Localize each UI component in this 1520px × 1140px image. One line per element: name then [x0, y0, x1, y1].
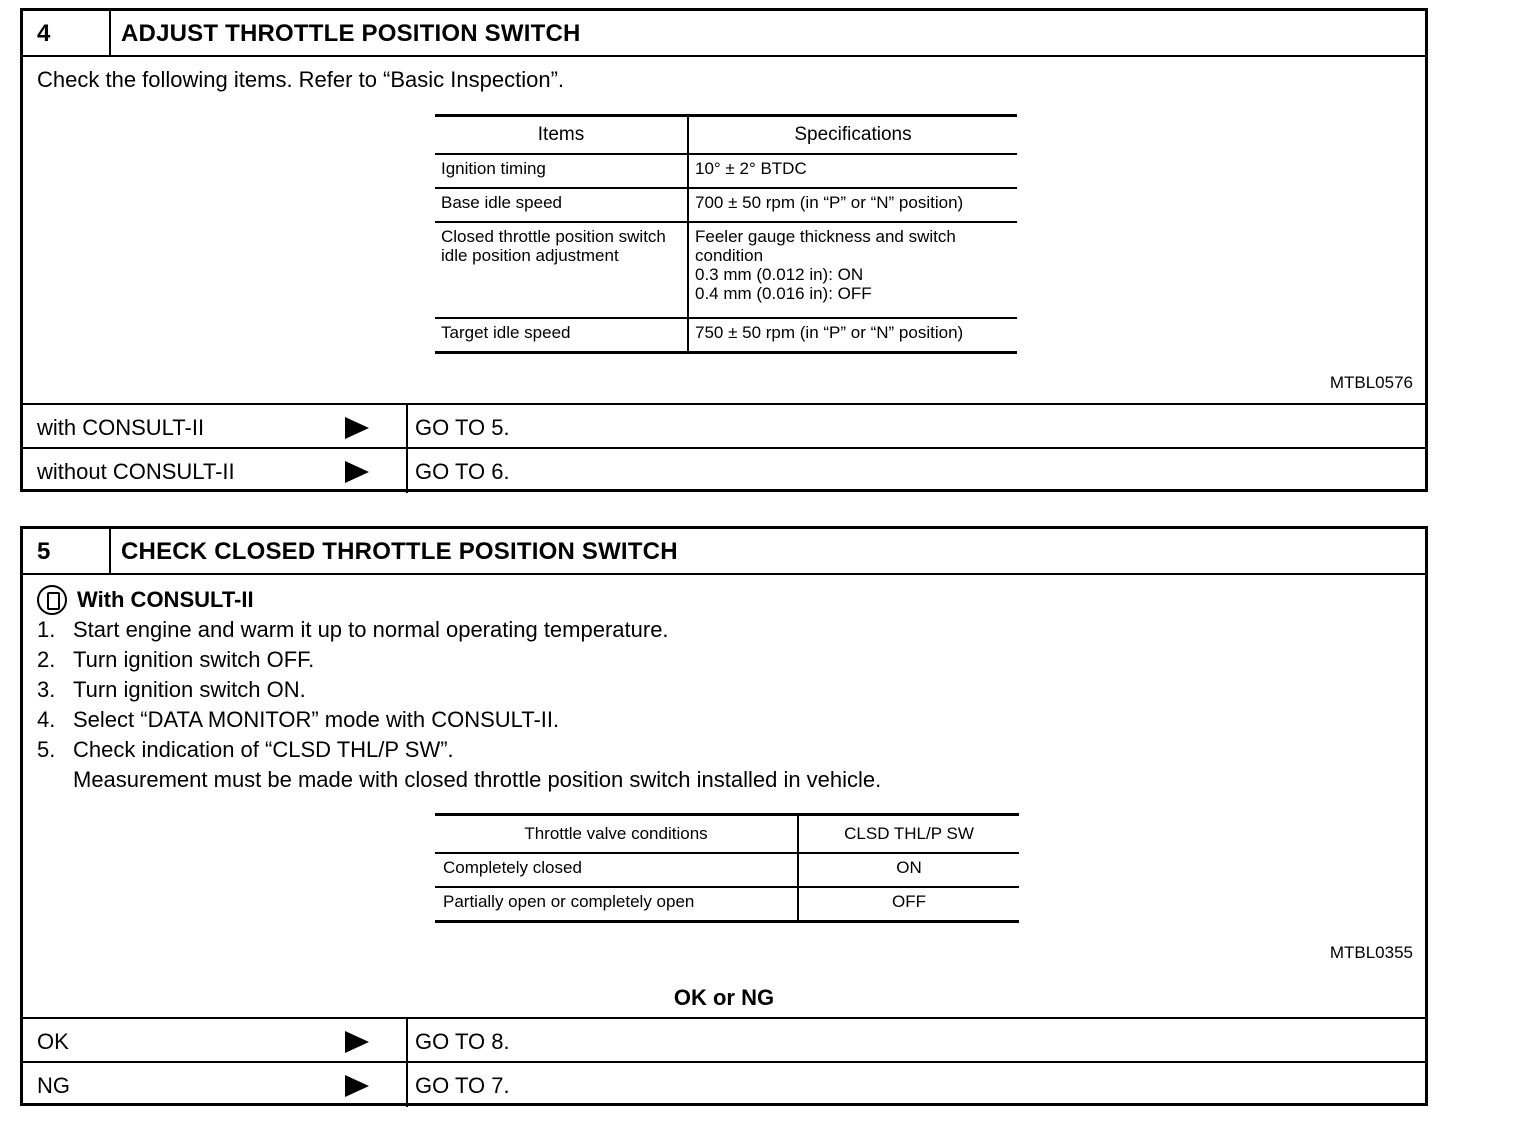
goto-link[interactable]: GO TO 6. [415, 459, 510, 484]
branch-row [23, 447, 1425, 493]
step-intro: Check the following items. Refer to “Basic Inspection”. [37, 67, 565, 92]
list-item [37, 677, 306, 703]
measurement-note: Measurement must be made with closed throttle position switch installed in vehicle. [73, 767, 882, 792]
branch-condition: without CONSULT-II [37, 459, 235, 484]
condition-cell: Completely closed [435, 853, 798, 887]
branch-row [23, 1061, 1425, 1107]
spec-cell: 750 ± 50 rpm (in “P” or “N” position) [695, 323, 964, 342]
list-text: Start engine and warm it up to normal operating temperature. [73, 617, 669, 642]
value-cell: OFF [892, 892, 926, 911]
step-number: 5 [23, 529, 111, 573]
column-divider [406, 1063, 408, 1107]
goto-link[interactable]: GO TO 8. [415, 1029, 510, 1054]
consult-tester-icon [37, 585, 67, 615]
item-cell: Target idle speed [435, 318, 688, 352]
condition-cell: Partially open or completely open [435, 887, 798, 921]
column-divider [406, 405, 408, 449]
list-item [37, 707, 559, 733]
step-title: ADJUST THROTTLE POSITION SWITCH [121, 20, 581, 47]
table-row [435, 853, 1019, 887]
branch-row [23, 1017, 1425, 1063]
step-5-header [23, 529, 1425, 575]
condition-table [435, 813, 1019, 923]
list-number: 4. [37, 707, 56, 732]
column-header-clsd-thl-p-sw: CLSD THL/P SW [844, 824, 974, 843]
spec-cell [688, 222, 1017, 318]
spec-line: 0.4 mm (0.016 in): OFF [695, 284, 872, 303]
arrow-right-icon [345, 461, 369, 483]
arrow-right-icon [345, 1031, 369, 1053]
column-header-specifications: Specifications [794, 124, 912, 145]
list-text: Select “DATA MONITOR” mode with CONSULT-II. [73, 707, 560, 732]
goto-link[interactable]: GO TO 5. [415, 415, 510, 440]
spec-cell: 10° ± 2° BTDC [695, 159, 807, 178]
goto-link[interactable]: GO TO 7. [415, 1073, 510, 1098]
arrow-right-icon [345, 1075, 369, 1097]
branch-condition: NG [37, 1073, 70, 1098]
table-header-row [435, 116, 1017, 155]
list-item [37, 737, 454, 763]
branch-condition: OK [37, 1029, 69, 1054]
branch-condition: with CONSULT-II [37, 415, 205, 440]
spec-cell: 700 ± 50 rpm (in “P” or “N” position) [695, 193, 964, 212]
branch-row [23, 403, 1425, 449]
list-text: Turn ignition switch ON. [73, 677, 306, 702]
table-row [435, 154, 1017, 188]
step-title: CHECK CLOSED THROTTLE POSITION SWITCH [121, 538, 678, 565]
column-header-throttle-conditions: Throttle valve conditions [435, 815, 798, 854]
item-line: idle position adjustment [441, 246, 619, 265]
table-row [435, 887, 1019, 921]
table-row [435, 318, 1017, 352]
list-number: 3. [37, 677, 56, 702]
spec-line: Feeler gauge thickness and switch [695, 227, 956, 246]
list-number: 5. [37, 737, 56, 762]
ok-or-ng-heading: OK or NG [673, 985, 775, 1010]
table-row [435, 222, 1017, 318]
step-number: 4 [23, 11, 111, 55]
list-number: 2. [37, 647, 56, 672]
spec-line: condition [695, 246, 764, 265]
item-cell: Ignition timing [435, 154, 688, 188]
list-text: Check indication of “CLSD THL/P SW”. [73, 737, 454, 762]
table-reference-code: MTBL0355 [1329, 943, 1413, 962]
subheading: With CONSULT-II [77, 587, 254, 612]
table-reference-code: MTBL0576 [1329, 373, 1413, 392]
list-text: Turn ignition switch OFF. [73, 647, 315, 672]
value-cell: ON [896, 858, 922, 877]
list-item [37, 647, 314, 673]
column-header-items: Items [435, 116, 688, 155]
item-cell: Base idle speed [435, 188, 688, 222]
table-row [435, 188, 1017, 222]
list-number: 1. [37, 617, 56, 642]
step-5-block [20, 526, 1428, 1106]
item-cell [435, 222, 688, 318]
table-header-row [435, 815, 1019, 854]
step-4-header [23, 11, 1425, 57]
step-4-block [20, 8, 1428, 492]
arrow-right-icon [345, 417, 369, 439]
column-divider [406, 1019, 408, 1063]
list-item [37, 617, 669, 643]
item-line: Closed throttle position switch [441, 227, 666, 246]
spec-line: 0.3 mm (0.012 in): ON [695, 265, 864, 284]
spec-table [435, 114, 1017, 354]
column-divider [406, 449, 408, 493]
